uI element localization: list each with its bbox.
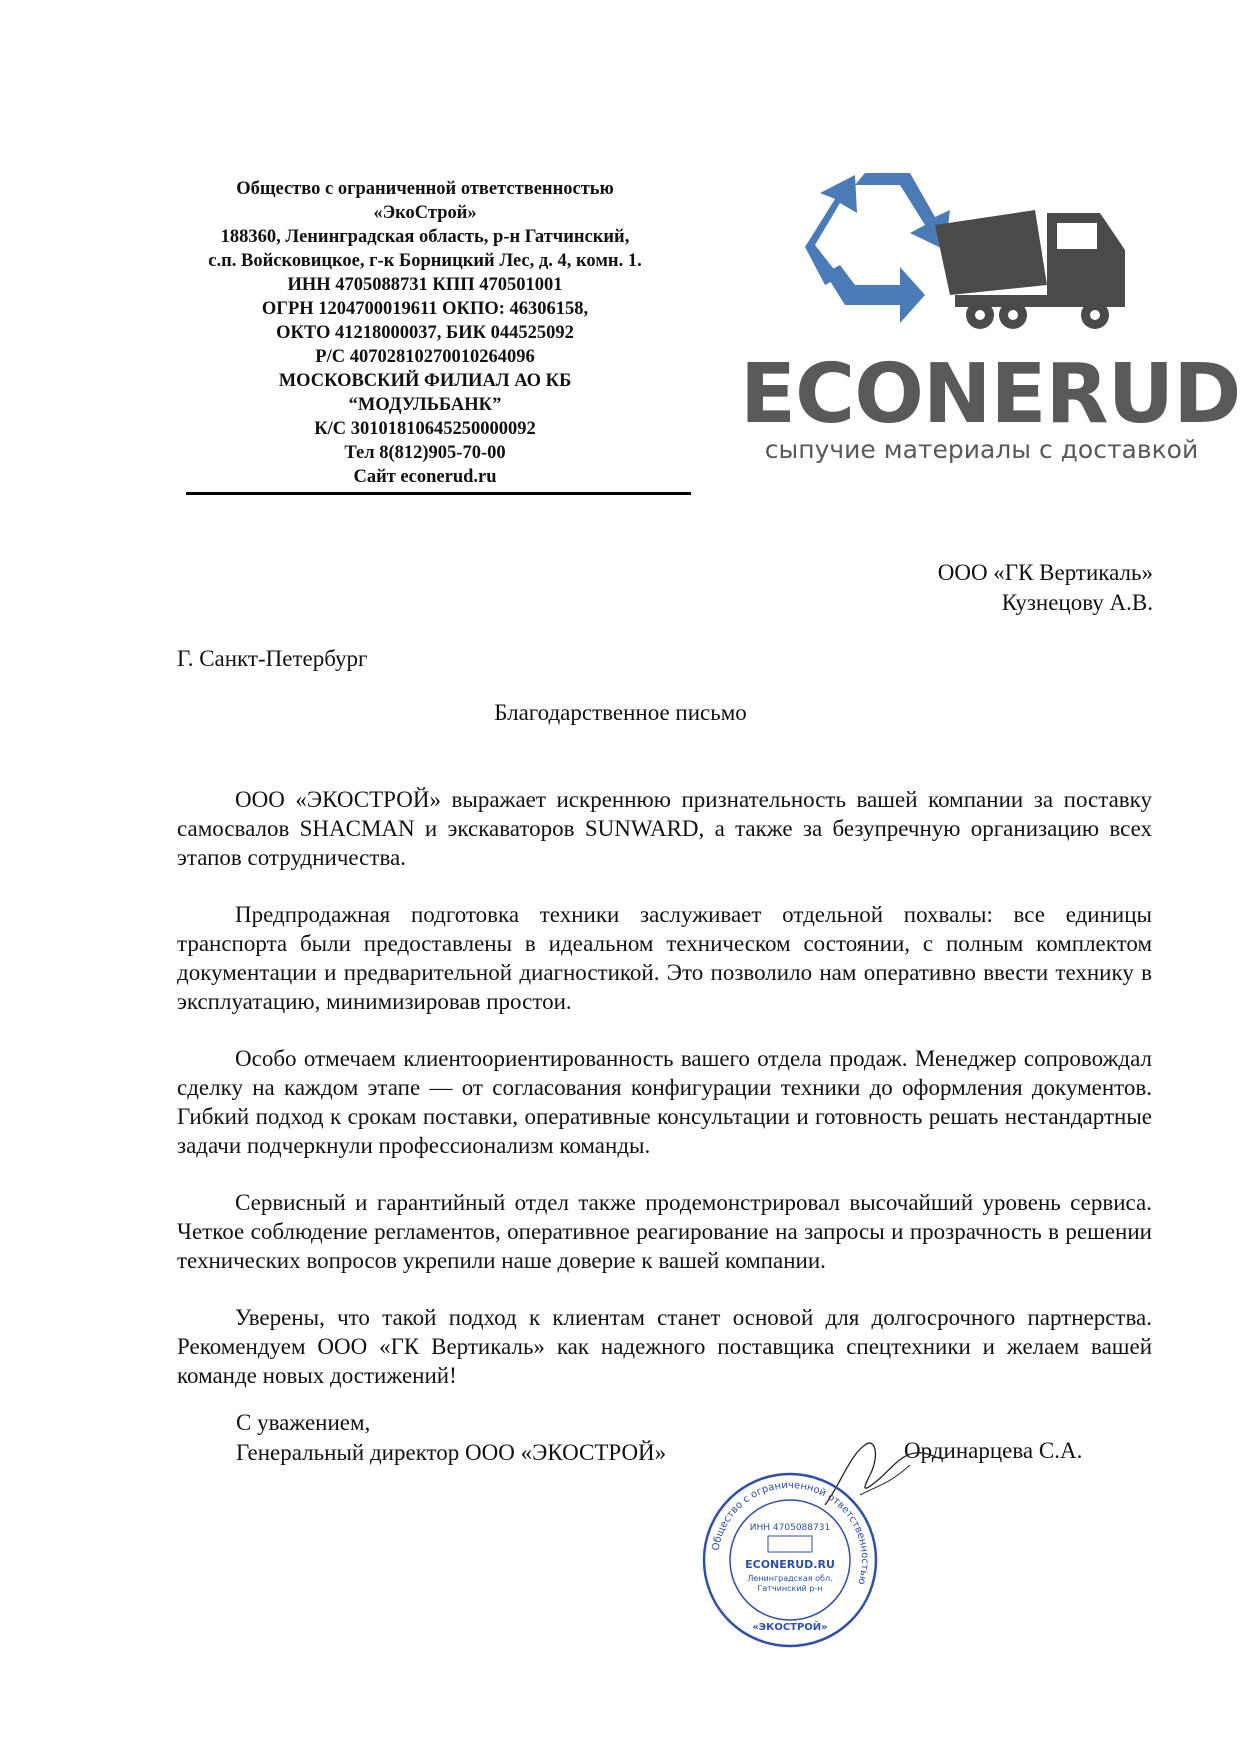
ogrn-okpo: ОГРН 1204700019611 ОКПО: 46306158, [261, 299, 589, 319]
okto-bik: ОКТО 41218000037, БИК 044525092 [276, 323, 574, 343]
letter-body [177, 785, 1152, 1418]
phone: Тел 8(812)905-70-00 [344, 443, 506, 463]
recipient-company: ООО «ГК Вертикаль» [937, 560, 1153, 585]
inn-kpp: ИНН 4705088731 КПП 470501001 [287, 275, 563, 295]
city: Г. Санкт-Петербург [177, 646, 368, 671]
address-line-1: 188360, Ленинградская область, р-н Гатчинский, [220, 227, 630, 247]
company-logo [740, 155, 1241, 495]
stamp-region: Ленинградская обл. [747, 1574, 833, 1583]
bank-branch: МОСКОВСКИЙ ФИЛИАЛ АО КБ [278, 371, 572, 391]
bank-name: “МОДУЛЬБАНК” [348, 395, 502, 415]
logo-wordmark: ECONERUD [740, 347, 1241, 442]
closing-block [236, 1408, 666, 1468]
stamp-outer-text: Общество с ограниченной ответственностью [710, 1479, 871, 1586]
signer-name: Ординарцева С.А. [904, 1438, 1083, 1463]
paragraph: Сервисный и гарантийный отдел также продемонстрировал высочайший уровень сервиса. Четкое соблюдение регламентов, оперативное реагирование на запросы и прозрачность в решении технических вопросов укрепили наше доверие к вашей компании. [177, 1190, 1152, 1273]
paragraph: Особо отмечаем клиентоориентированность вашего отдела продаж. Менеджер сопровождал сделку на каждом этапе — от согласования конфигурации техники до оформления документов. Гибкий подход к срокам поставки, оперативные консультации и готовность решать нестандартные задачи подчеркнули профессионализм команды. [177, 1046, 1152, 1158]
paragraph: ООО «ЭКОСТРОЙ» выражает искреннюю признательность вашей компании за поставку самосвалов SHACMAN и экскаваторов SUNWARD, а также за безупречную организацию всех этапов сотрудничества. [177, 787, 1152, 870]
stamp-company-name: «ЭКОСТРОЙ» [752, 1622, 828, 1633]
recipient-person: Кузнецову А.В. [1001, 590, 1153, 615]
recipient-block [938, 558, 1153, 618]
paragraph: Уверены, что такой подход к клиентам станет основой для долгосрочного партнерства. Рекомендуем ООО «ГК Вертикаль» как надежного поставщика спецтехники и желаем вашей команде новых достижений! [177, 1305, 1152, 1388]
stamp-inn: ИНН 4705088731 [749, 1523, 831, 1533]
closing-regards: С уважением, [236, 1410, 371, 1435]
company-short-name: «ЭкоСтрой» [373, 203, 477, 223]
signer-position: Генеральный директор ООО «ЭКОСТРОЙ» [236, 1440, 667, 1465]
company-stamp [700, 1470, 880, 1650]
logo-tagline: сыпучие материалы с доставкой [764, 435, 1199, 464]
document-title: Благодарственное письмо [494, 700, 747, 725]
letterhead-divider [186, 492, 691, 495]
company-full-name: Общество с ограниченной ответственностью [236, 179, 614, 199]
account-number: Р/С 40702810270010264096 [315, 347, 535, 367]
stamp-brand: ECONERUD.RU [745, 1558, 835, 1571]
letterhead [160, 177, 690, 489]
recycle-truck-icon [785, 155, 1135, 345]
paragraph: Предпродажная подготовка техники заслуживает отдельной похвалы: все единицы транспорта были предоставлены в идеальном техническом состоянии, с полным комплектом документации и предварительной диагностикой. Это позволило нам оперативно ввести технику в эксплуатацию, минимизировав простои. [177, 902, 1152, 1014]
website: Сайт econerud.ru [353, 467, 497, 487]
address-line-2: с.п. Войсковицкое, г-к Борницкий Лес, д. 4, комн. 1. [208, 251, 642, 271]
stamp-district: Гатчинский р-н [757, 1584, 823, 1593]
correspondent-account: К/С 30101810645250000092 [314, 419, 536, 439]
